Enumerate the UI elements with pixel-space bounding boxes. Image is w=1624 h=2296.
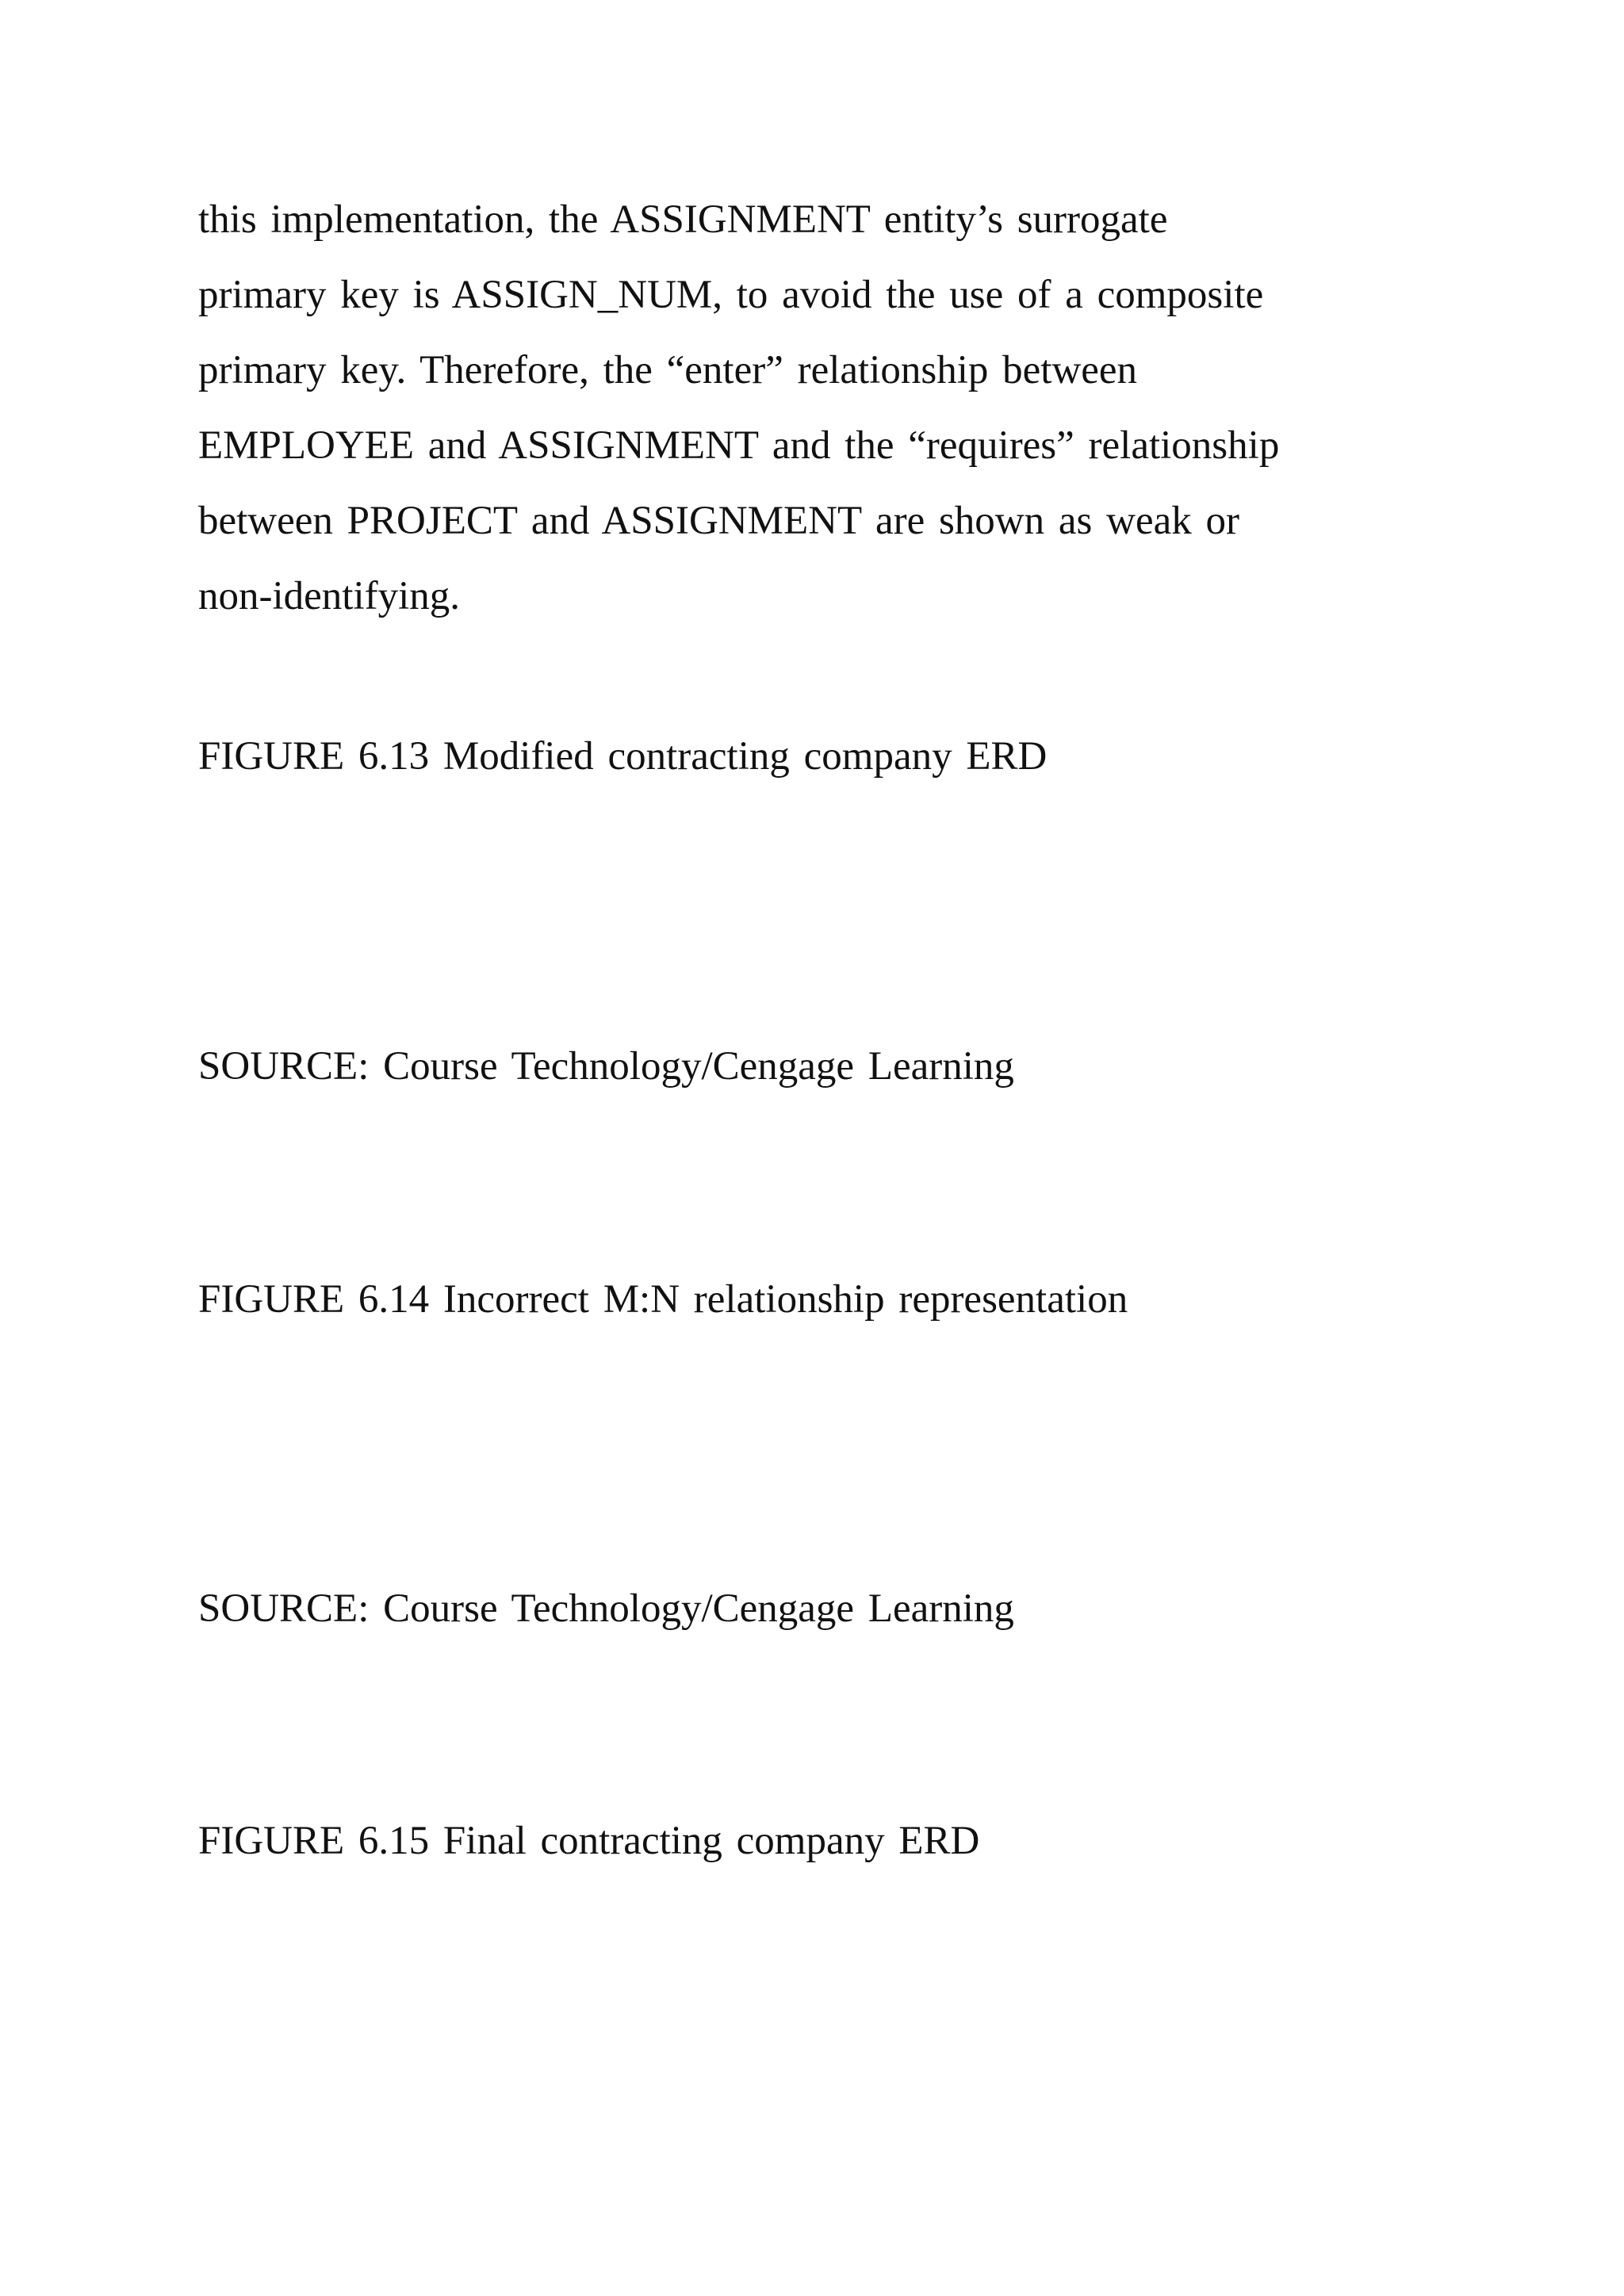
figure-source-6-14: SOURCE: Course Technology/Cengage Learning [198,1586,1014,1631]
figure-source-6-13: SOURCE: Course Technology/Cengage Learning [198,1044,1014,1089]
paragraph-line: EMPLOYEE and ASSIGNMENT and the “requires” relationship [198,423,1280,468]
paragraph-line: between PROJECT and ASSIGNMENT are shown as weak or [198,499,1239,543]
figure-caption-6-14: FIGURE 6.14 Incorrect M:N relationship representation [198,1277,1128,1322]
figure-caption-6-15: FIGURE 6.15 Final contracting company ERD [198,1819,980,1863]
body-paragraph [198,182,1279,634]
paragraph-line: this implementation, the ASSIGNMENT entity’s surrogate [198,197,1168,242]
paragraph-line: primary key. Therefore, the “enter” relationship between [198,348,1138,392]
figure-caption-6-13: FIGURE 6.13 Modified contracting company ERD [198,734,1048,779]
paragraph-line: primary key is ASSIGN_NUM, to avoid the use of a composite [198,273,1264,317]
paragraph-line: non-identifying. [198,574,461,618]
